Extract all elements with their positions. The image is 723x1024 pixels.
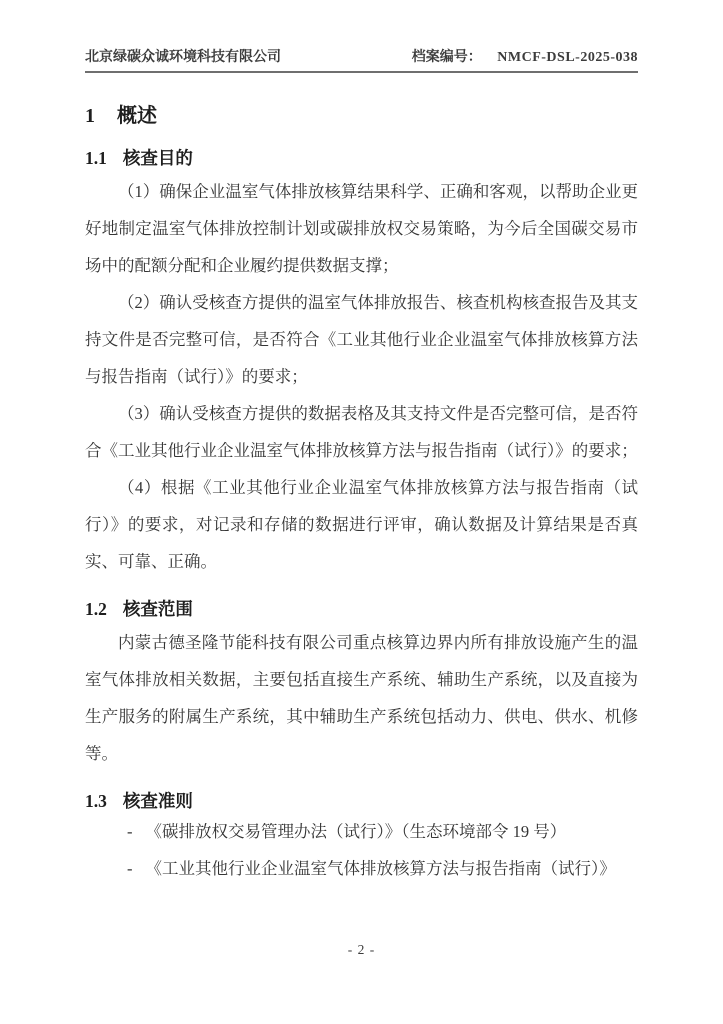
archive-info: [412, 46, 638, 66]
section-title: 核查目的: [122, 148, 193, 168]
archive-number-value: NMCF-DSL-2025-038: [497, 50, 638, 65]
section-heading-1-1: [85, 146, 638, 170]
paragraph: （1）确保企业温室气体排放核算结果科学、正确和客观，以帮助企业更好地制定温室气体排放控制计划或碳排放权交易策略，为今后全国碳交易市场中的配额分配和企业履约提供数据支撑；: [85, 182, 638, 275]
list-item: [85, 813, 638, 850]
list-item-text: 《碳排放权交易管理办法（试行）》（生态环境部令 19 号）: [145, 822, 567, 841]
paragraph: 内蒙古德圣隆节能科技有限公司重点核算边界内所有排放设施产生的温室气体排放相关数据，主要包括直接生产系统、辅助生产系统，以及直接为生产服务的附属生产系统，其中辅助生产系统包括动力、供电、供水、机修等。: [85, 633, 638, 763]
paragraph: （3）确认受核查方提供的数据表格及其支持文件是否完整可信，是否符合《工业其他行业企业温室气体排放核算方法与报告指南（试行）》的要求；: [85, 404, 638, 460]
section-number: 1.1: [85, 148, 107, 168]
chapter-heading: [85, 103, 638, 129]
section-title: 核查范围: [122, 599, 193, 619]
list-item-text: 《工业其他行业企业温室气体排放核算方法与报告指南（试行）》: [145, 859, 616, 878]
section-number: 1.2: [85, 599, 107, 619]
bullet-marker: -: [127, 859, 133, 878]
chapter-title: 概述: [117, 105, 157, 127]
page-header: [85, 46, 638, 73]
section-heading-1-3: [85, 789, 638, 813]
section-number: 1.3: [85, 791, 107, 811]
chapter-number: 1: [85, 105, 95, 127]
section-title: 核查准则: [122, 791, 193, 811]
page-number: - 2 -: [347, 942, 376, 957]
archive-number-label: 档案编号：: [411, 50, 482, 65]
section-heading-1-2: [85, 597, 638, 621]
company-name: 北京绿碳众诚环境科技有限公司: [85, 50, 281, 65]
paragraph: （4）根据《工业其他行业企业温室气体排放核算方法与报告指南（试行）》的要求，对记录和存储的数据进行评审，确认数据及计算结果是否真实、可靠、正确。: [85, 478, 638, 571]
paragraph: （2）确认受核查方提供的温室气体排放报告、核查机构核查报告及其支持文件是否完整可信，是否符合《工业其他行业企业温室气体排放核算方法与报告指南（试行）》的要求；: [85, 293, 638, 386]
list-item: [85, 850, 638, 887]
bullet-marker: -: [127, 822, 133, 841]
